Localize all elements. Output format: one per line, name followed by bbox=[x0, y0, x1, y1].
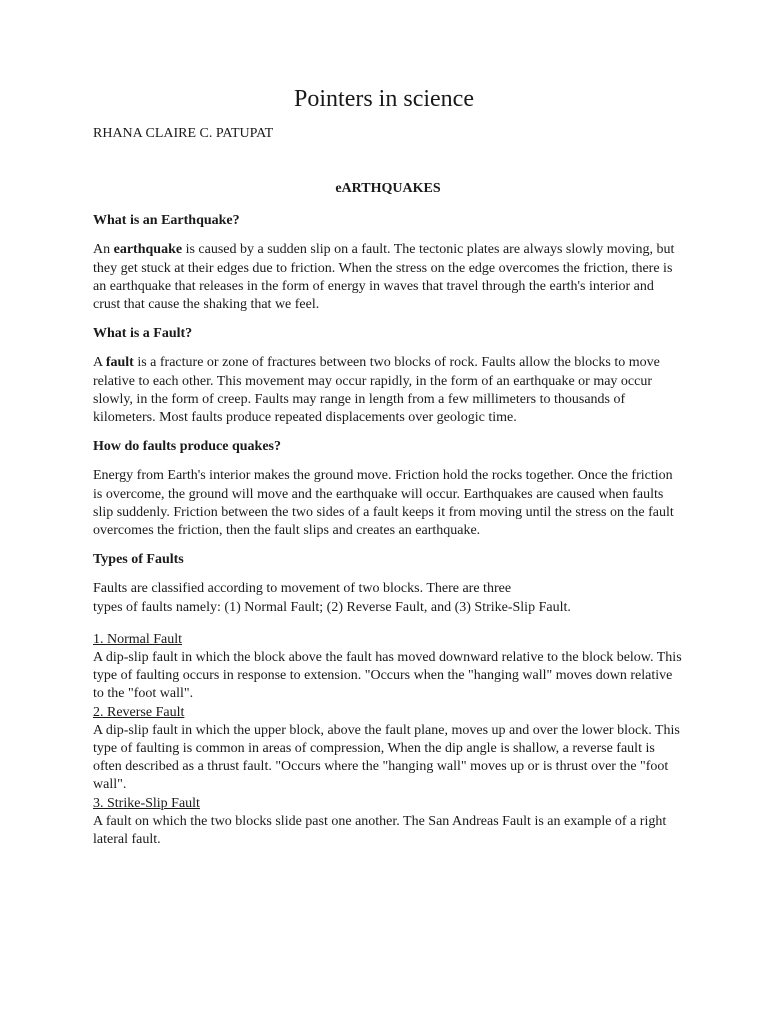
paragraph-rest: is a fracture or zone of fractures between two blocks of rock. Faults allow the blocks to move relative to each other. This movement may occur rapidly, in the form of an earthquake or may occur slowly, in the form of creep. Faults may range in length from a few millimeters to thousands of kilometers. Most faults produce repeated displacements over geologic time. bbox=[93, 355, 660, 426]
fault-strike-slip bbox=[93, 795, 683, 850]
spacer bbox=[93, 617, 683, 631]
fault-normal bbox=[93, 631, 683, 704]
fault-reverse bbox=[93, 704, 683, 795]
term-fault: fault bbox=[105, 355, 134, 371]
section-title: eARTHQUAKES bbox=[335, 181, 441, 196]
types-heading: Types of Faults bbox=[93, 552, 184, 568]
question-heading-earthquake: What is an Earthquake? bbox=[93, 213, 240, 229]
fault-label-reverse: 2. Reverse Fault bbox=[93, 704, 185, 720]
paragraph-rest: is caused by a sudden slip on a fault. The tectonic plates are always slowly moving, but they get stuck at their edges due to friction. When the stress on the edge overcomes the friction, there is an earthquake that releases in the form of energy in waves that travel through the earth's interior and crust that cause the shaking that we feel. bbox=[93, 242, 675, 313]
paragraph-earthquake bbox=[93, 241, 683, 314]
paragraph-fault bbox=[93, 354, 683, 427]
paragraph-lead: An bbox=[93, 242, 114, 258]
document-title: Pointers in science bbox=[294, 86, 474, 112]
question-heading-quakes: How do faults produce quakes? bbox=[93, 439, 282, 455]
types-intro-line2: types of faults namely: (1) Normal Fault; (2) Reverse Fault, and (3) Strike-Slip Fault. bbox=[93, 599, 571, 615]
types-intro bbox=[93, 580, 683, 616]
fault-text-normal: A dip-slip fault in which the block above the fault has moved downward relative to the block below. This type of faulting occurs in response to extension. "Occurs when the "hanging wall" moves down relative to the "foot wall". bbox=[93, 650, 682, 702]
paragraph-quakes: Energy from Earth's interior makes the ground move. Friction hold the rocks together. Once the friction is overcome, the ground will move and the earthquake will occur. Earthquakes are caused when faults slip suddenly. Friction between the two sides of a fault keeps it from moving until the stress on the fault overcomes the friction, then the fault slips and creates an earthquake. bbox=[93, 468, 674, 539]
question-heading-fault: What is a Fault? bbox=[93, 326, 193, 342]
types-intro-line1: Faults are classified according to movement of two blocks. There are three bbox=[93, 581, 512, 597]
document-author: RHANA CLAIRE C. PATUPAT bbox=[93, 126, 274, 141]
document-body bbox=[93, 180, 683, 849]
fault-text-strike-slip: A fault on which the two blocks slide past one another. The San Andreas Fault is an example of a right lateral fault. bbox=[93, 813, 667, 848]
fault-label-normal: 1. Normal Fault bbox=[93, 631, 183, 647]
fault-label-strike-slip: 3. Strike-Slip Fault bbox=[93, 795, 200, 811]
term-earthquake: earthquake bbox=[113, 242, 183, 258]
paragraph-lead: A bbox=[93, 355, 106, 371]
fault-text-reverse: A dip-slip fault in which the upper block, above the fault plane, moves up and over the lower block. This type of faulting is common in areas of compression, When the dip angle is shallow, a reverse fault is often described as a thrust fault. "Occurs where the "hanging wall" moves up or is thrust over the "foot wall". bbox=[93, 722, 680, 793]
